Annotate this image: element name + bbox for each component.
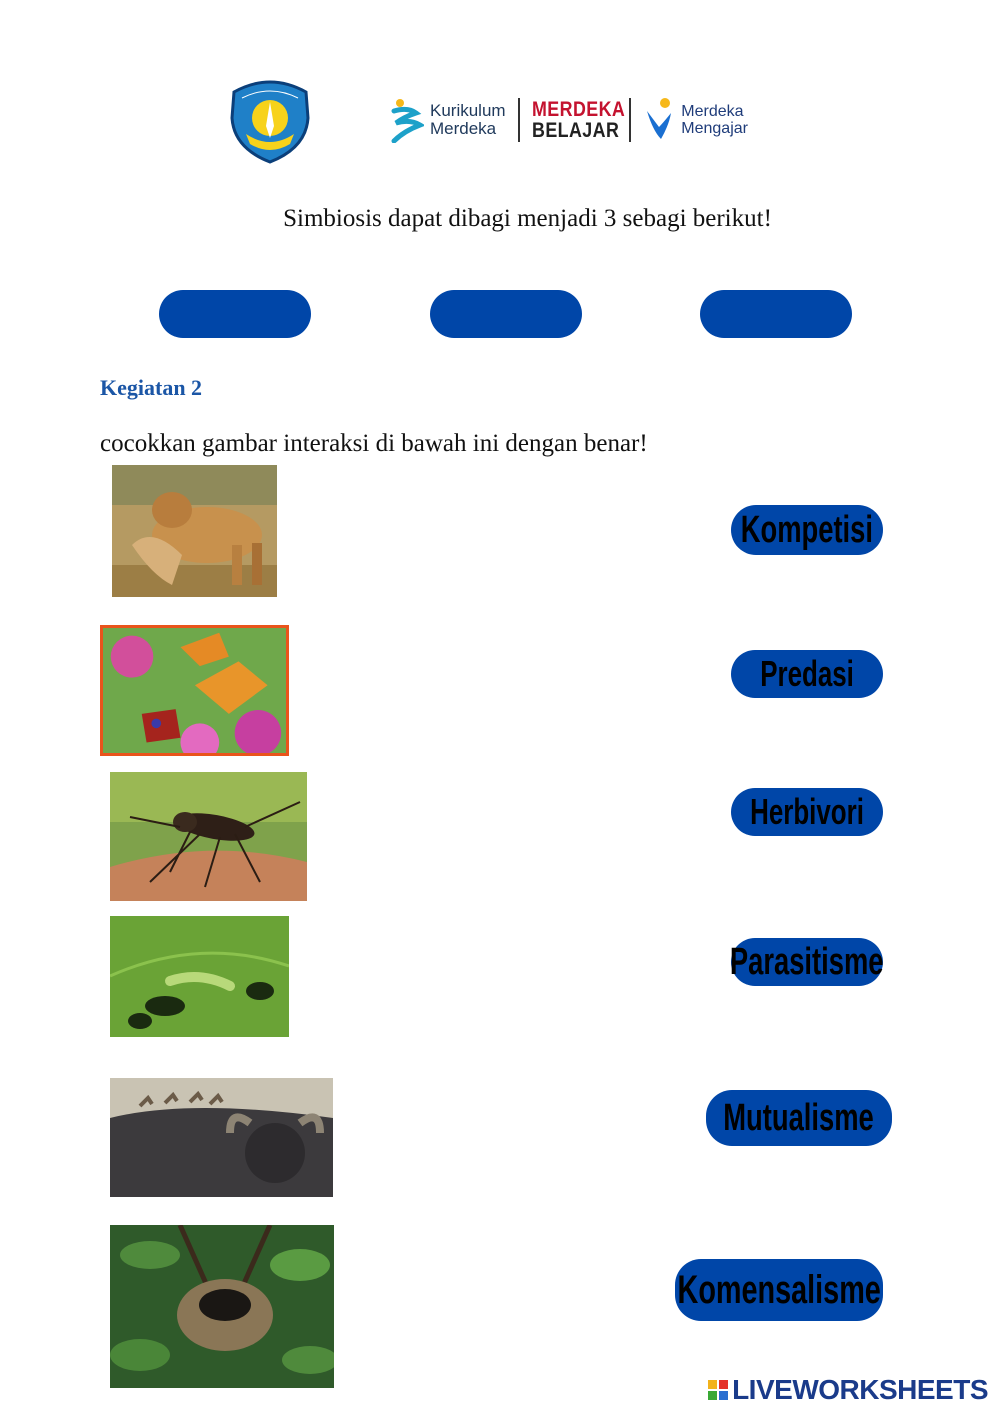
kurikulum-merdeka-icon [390,97,424,143]
lion-prey-photo[interactable] [112,465,277,597]
merdeka-belajar-label: MERDEKA BELAJAR [531,98,625,142]
answer-box-3[interactable] [700,290,852,338]
tut-wuri-handayani-logo [226,78,314,164]
buffalo-oxpecker-photo[interactable] [110,1078,333,1197]
intro-text: Simbiosis dapat dibagi menjadi 3 sebagi berikut! [283,205,772,232]
option-predasi[interactable]: Predasi [731,650,883,698]
option-parasitisme[interactable]: Parasitisme [731,938,883,986]
option-kompetisi[interactable]: Kompetisi [731,505,883,555]
option-komensalisme[interactable]: Komensalisme [675,1259,883,1321]
option-mutualisme[interactable]: Mutualisme [706,1090,892,1146]
butterflies-flowers-photo[interactable] [100,625,289,756]
logo-divider [518,98,520,142]
answer-box-2[interactable] [430,290,582,338]
instruction-text: cocokkan gambar interaksi di bawah ini dengan benar! [100,430,648,457]
merdeka-mengajar-label: Merdeka Mengajar [681,103,748,137]
section-title: Kegiatan 2 [100,375,203,400]
bird-nest-tree-photo[interactable] [110,1225,334,1388]
liveworksheets-icon [708,1380,728,1400]
mosquito-skin-photo[interactable] [110,772,307,901]
liveworksheets-logo [708,1373,988,1407]
liveworksheets-wordmark: LIVEWORKSHEETS [732,1374,988,1405]
caterpillar-leaf-photo[interactable] [110,916,289,1037]
program-logos [390,92,760,148]
merdeka-mengajar-icon [643,97,673,143]
answer-box-1[interactable] [159,290,311,338]
logo-divider [629,98,631,142]
option-herbivori[interactable]: Herbivori [731,788,883,836]
kurikulum-merdeka-label: Kurikulum Merdeka [430,101,506,138]
